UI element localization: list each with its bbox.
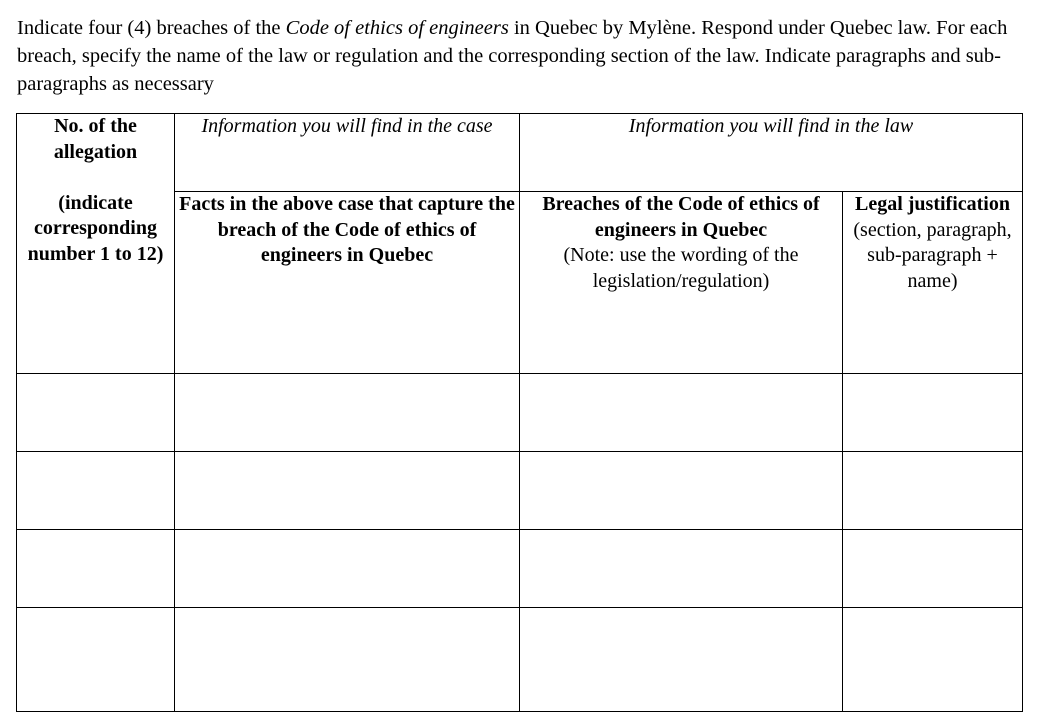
- table-row: [17, 530, 1023, 608]
- allegation-cell[interactable]: [17, 530, 175, 608]
- legal-header-detail: (section, paragraph, sub-paragraph + name): [853, 218, 1012, 292]
- allegation-cell[interactable]: [17, 374, 175, 452]
- header-row-top: [17, 114, 1023, 192]
- facts-cell[interactable]: [175, 374, 520, 452]
- justification-cell[interactable]: [843, 452, 1023, 530]
- breaches-table: [16, 113, 1023, 712]
- breach-cell[interactable]: [520, 374, 843, 452]
- allegation-header-title: No. of the allegation: [53, 115, 138, 163]
- facts-cell[interactable]: [175, 530, 520, 608]
- allegation-header-detail: (indicate corresponding number 1 to 12): [27, 191, 164, 265]
- law-group-header-cell: [520, 114, 1023, 192]
- allegation-header-cell: [17, 114, 175, 374]
- facts-header-cell: [175, 192, 520, 374]
- breach-cell[interactable]: [520, 608, 843, 712]
- instructions-text-after: in Quebec by Mylène. Respond under Quebec law. For each breach, specify the name of the law or regulation and the corresponding section of the law. Indicate paragraphs and sub-paragraphs as necessary: [17, 17, 1008, 95]
- law-group-header: Information you will find in the law: [628, 115, 914, 137]
- table-row: [17, 374, 1023, 452]
- justification-cell[interactable]: [843, 374, 1023, 452]
- case-group-header: Information you will find in the case: [201, 115, 493, 137]
- breaches-header-note: (Note: use the wording of the legislation/regulation): [563, 244, 799, 292]
- allegation-cell[interactable]: [17, 608, 175, 712]
- case-group-header-cell: [175, 114, 520, 192]
- code-title-italic: Code of ethics of engineers: [285, 17, 509, 39]
- table-row: [17, 608, 1023, 712]
- justification-cell[interactable]: [843, 530, 1023, 608]
- legal-header-title: Legal justification: [855, 193, 1010, 215]
- breaches-header-title: Breaches of the Code of ethics of engineers in Quebec: [542, 193, 820, 241]
- facts-cell[interactable]: [175, 452, 520, 530]
- breach-cell[interactable]: [520, 452, 843, 530]
- legal-header-cell: [843, 192, 1023, 374]
- allegation-cell[interactable]: [17, 452, 175, 530]
- assignment-instructions: [17, 14, 1032, 98]
- facts-cell[interactable]: [175, 608, 520, 712]
- table-row: [17, 452, 1023, 530]
- justification-cell[interactable]: [843, 608, 1023, 712]
- breach-cell[interactable]: [520, 530, 843, 608]
- facts-header: Facts in the above case that capture the breach of the Code of ethics of engineers in Quebec: [179, 193, 515, 266]
- instructions-text-before: Indicate four (4) breaches of the: [17, 17, 286, 39]
- breaches-header-cell: [520, 192, 843, 374]
